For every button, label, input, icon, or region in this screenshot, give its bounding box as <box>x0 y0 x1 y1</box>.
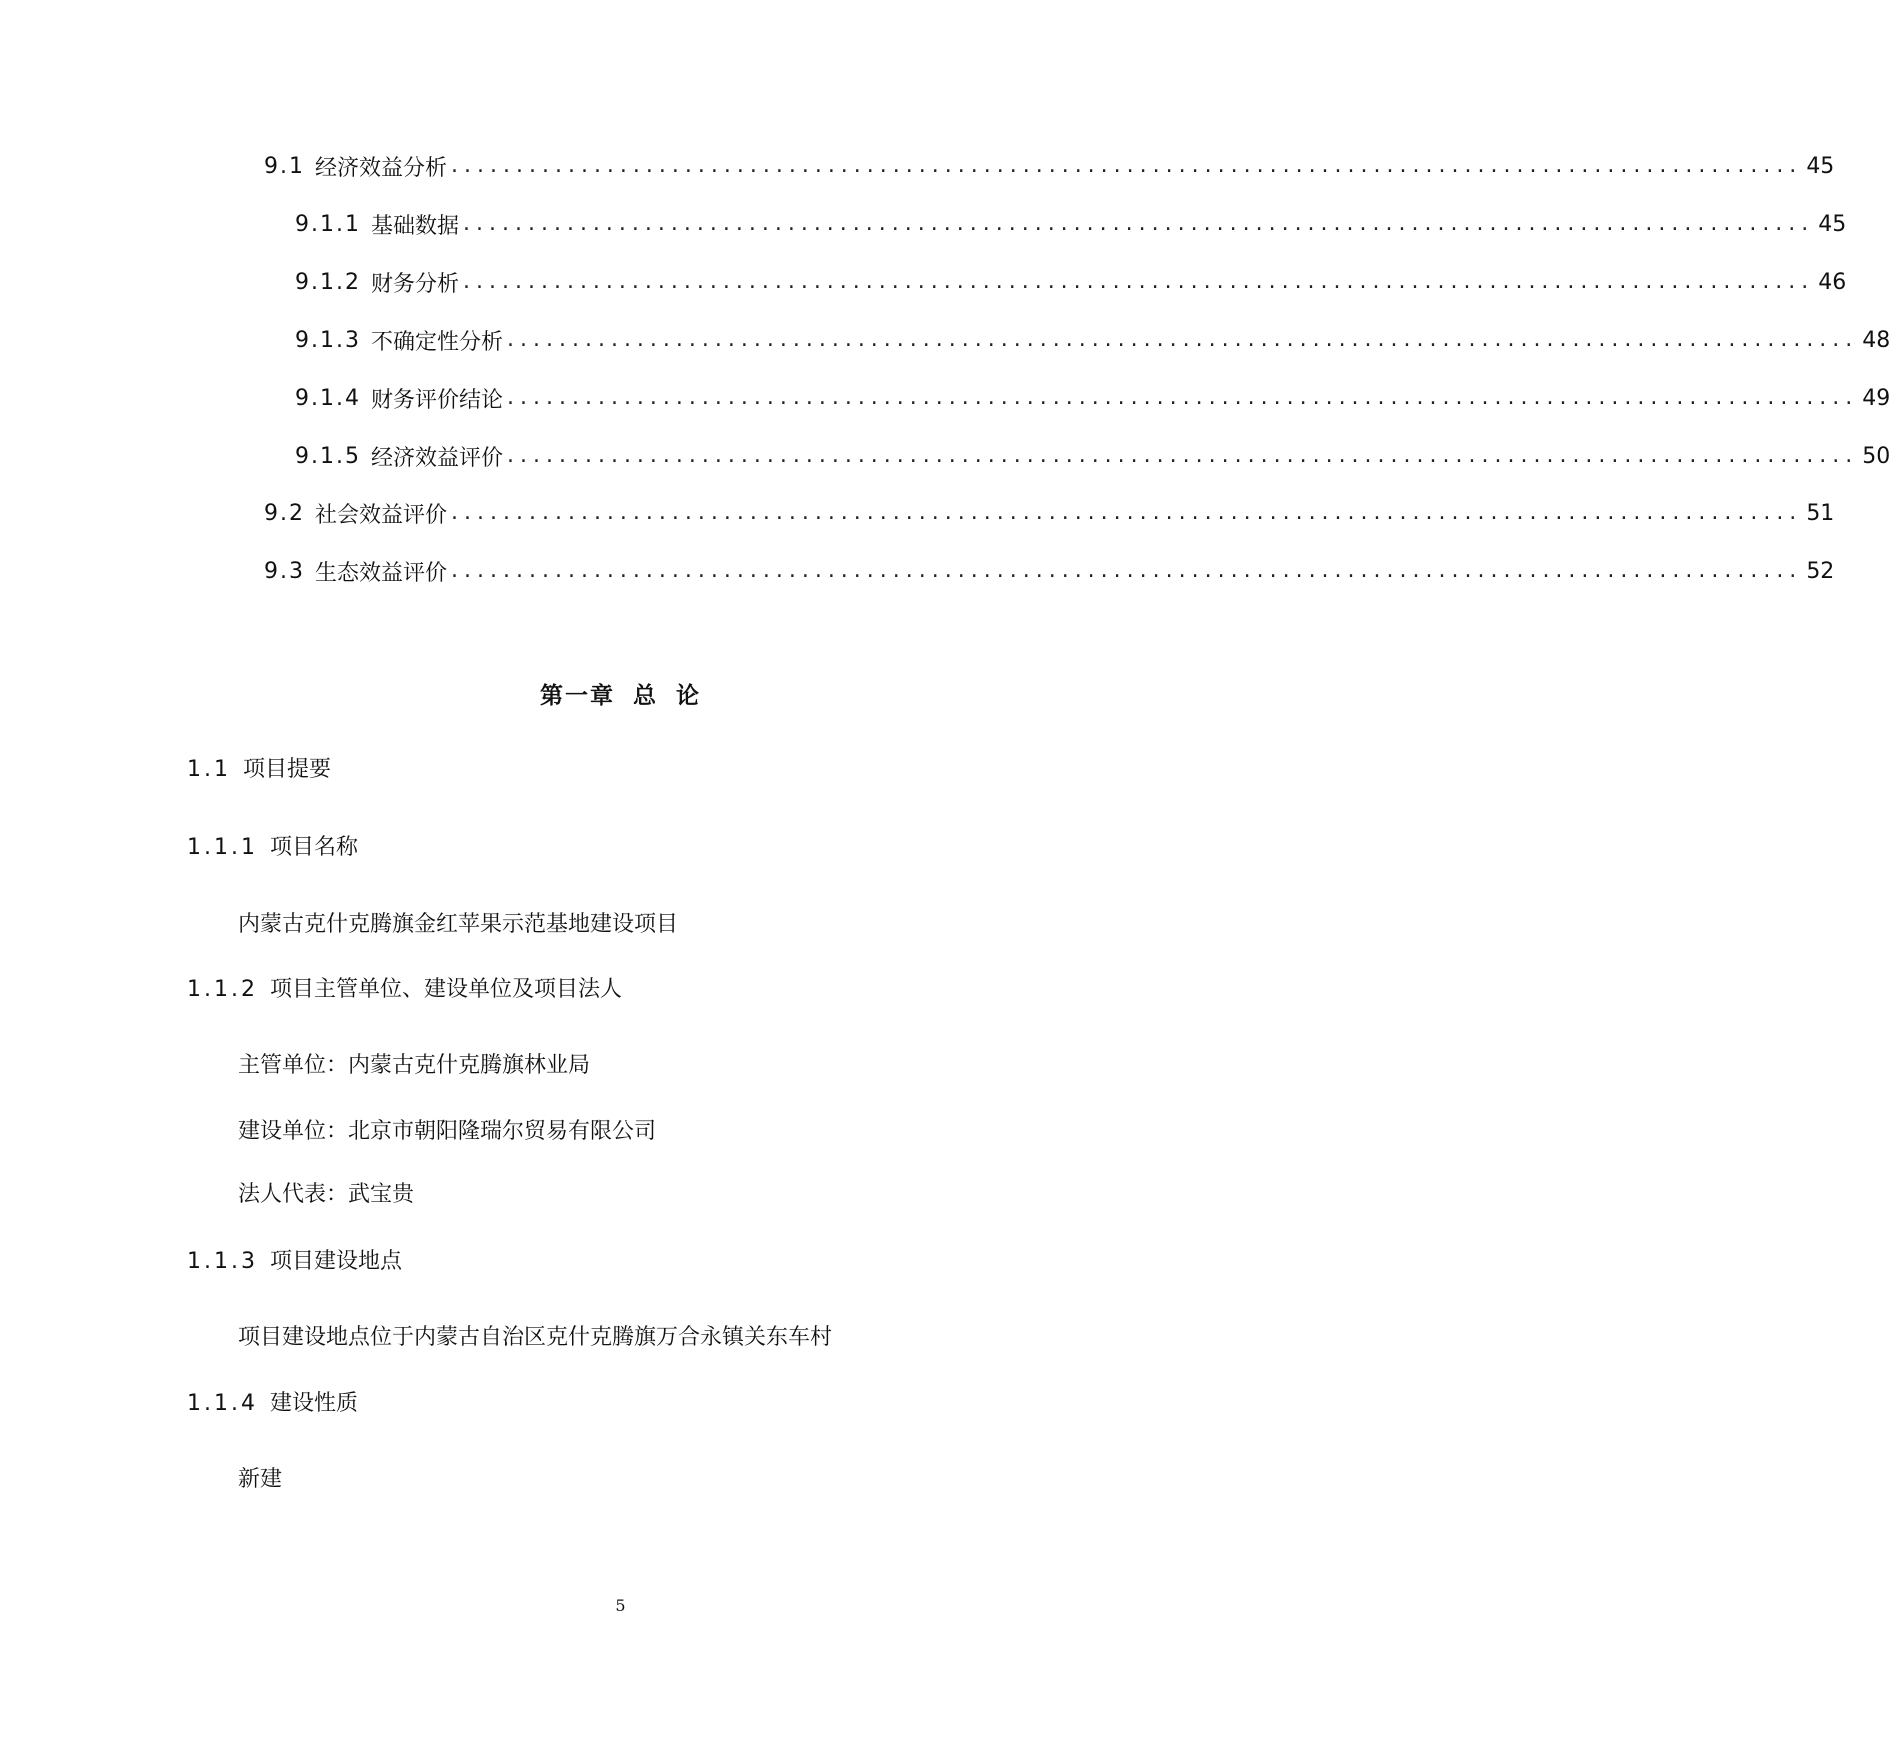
toc-entry-page: 49 <box>1862 385 1890 411</box>
toc-entry-number: 9.1.1 <box>295 211 361 237</box>
toc-entry-page: 45 <box>1806 153 1835 179</box>
section-number: 1.1.3 <box>187 1249 258 1274</box>
toc-leader-dots: ........................................................................................................ <box>451 558 1803 583</box>
section-title: 项目名称 <box>269 835 358 860</box>
toc-entry-number: 9.1 <box>264 153 305 179</box>
toc-leader-dots: ........................................................................................................ <box>507 327 1859 352</box>
paragraph: 建设单位：北京市朝阳隆瑞尔贸易有限公司 <box>238 1119 657 1144</box>
toc-entry-number: 9.2 <box>264 500 305 526</box>
toc-entry[interactable] <box>264 149 1835 183</box>
toc-leader-dots: ........................................................................................................ <box>463 269 1815 294</box>
toc-entry[interactable] <box>295 439 1890 473</box>
section-title: 建设性质 <box>269 1391 358 1416</box>
paragraph: 项目建设地点位于内蒙古自治区克什克腾旗万合永镇关东车村 <box>238 1325 833 1350</box>
chapter-title: 第一章 总 论 <box>539 683 701 709</box>
section-number: 1.1 <box>187 757 231 782</box>
toc-entry-title: 经济效益分析 <box>315 155 448 181</box>
toc-leader-dots: ........................................................................................................ <box>451 153 1803 178</box>
toc-entry-number: 9.1.3 <box>295 327 361 353</box>
section-heading <box>187 753 331 787</box>
toc-entry-title: 财务评价结论 <box>370 387 503 413</box>
toc-entry[interactable] <box>295 323 1890 357</box>
toc-entry[interactable] <box>264 554 1835 588</box>
section-heading <box>187 1387 358 1421</box>
toc-leader-dots: ........................................................................................................ <box>507 385 1859 410</box>
toc-entry[interactable] <box>295 381 1890 415</box>
toc-entry-number: 9.1.2 <box>295 269 361 295</box>
toc-entry-page: 50 <box>1862 443 1890 469</box>
section-number: 1.1.4 <box>187 1391 258 1416</box>
toc-leader-dots: ........................................................................................................ <box>463 211 1815 236</box>
toc-entry-title: 社会效益评价 <box>315 502 448 528</box>
paragraph: 主管单位：内蒙古克什克腾旗林业局 <box>238 1053 591 1078</box>
section-title: 项目建设地点 <box>269 1249 402 1274</box>
toc-entry-title: 财务分析 <box>370 271 459 297</box>
paragraph: 内蒙古克什克腾旗金红苹果示范基地建设项目 <box>238 912 679 937</box>
paragraph: 新建 <box>238 1467 283 1492</box>
toc-entry-page: 51 <box>1806 500 1835 526</box>
toc-entry-number: 9.1.5 <box>295 443 361 469</box>
section-heading <box>187 1245 402 1279</box>
toc-leader-dots: ........................................................................................................ <box>451 500 1803 525</box>
section-heading <box>187 973 622 1007</box>
section-title: 项目提要 <box>243 757 332 782</box>
section-number: 1.1.2 <box>187 977 258 1002</box>
section-title: 项目主管单位、建设单位及项目法人 <box>269 977 622 1002</box>
toc-entry-number: 9.1.4 <box>295 385 361 411</box>
toc-entry-page: 48 <box>1862 327 1890 353</box>
toc-entry-page: 46 <box>1818 269 1847 295</box>
toc-entry-title: 经济效益评价 <box>370 445 503 471</box>
toc-entry[interactable] <box>264 496 1835 530</box>
toc-entry[interactable] <box>295 265 1847 299</box>
toc-entry-number: 9.3 <box>264 558 305 584</box>
paragraph: 法人代表：武宝贵 <box>238 1182 415 1207</box>
toc-entry-title: 不确定性分析 <box>370 329 503 355</box>
section-number: 1.1.1 <box>187 835 258 860</box>
page-number: 5 <box>615 1596 626 1615</box>
toc-entry[interactable] <box>295 207 1847 241</box>
toc-leader-dots: ........................................................................................................ <box>507 443 1859 468</box>
toc-entry-page: 52 <box>1806 558 1835 584</box>
toc-entry-title: 基础数据 <box>370 213 459 239</box>
toc-entry-page: 45 <box>1818 211 1847 237</box>
section-heading <box>187 831 358 865</box>
toc-entry-title: 生态效益评价 <box>315 560 448 586</box>
